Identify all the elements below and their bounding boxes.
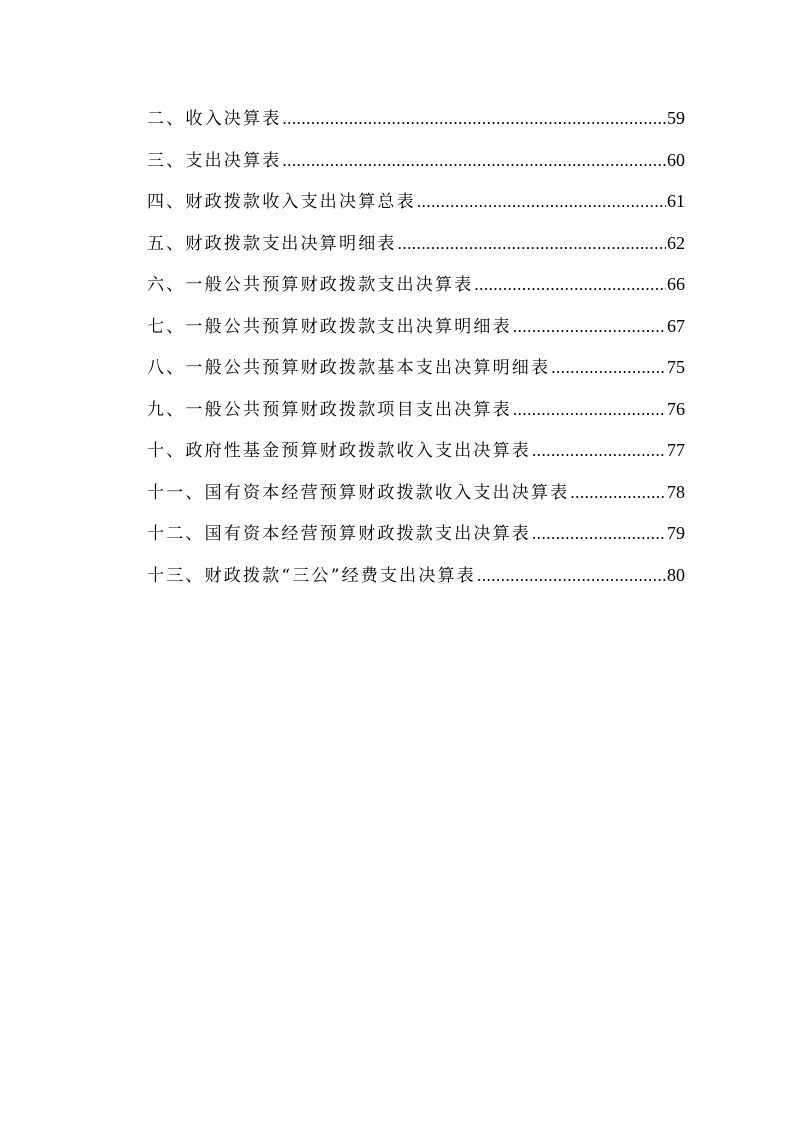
toc-dot-leader bbox=[398, 229, 666, 259]
toc-entry-page: 67 bbox=[667, 315, 685, 336]
toc-entry-title: 四、财政拨款收入支出决算总表 bbox=[147, 192, 416, 212]
table-of-contents bbox=[147, 103, 685, 601]
toc-dot-leader bbox=[532, 519, 666, 549]
toc-entry-title: 三、支出决算表 bbox=[147, 150, 282, 171]
toc-entry-page: 62 bbox=[667, 232, 685, 253]
toc-entry-page: 66 bbox=[667, 274, 685, 294]
toc-entry bbox=[147, 477, 685, 519]
toc-entry bbox=[147, 518, 685, 560]
toc-entry bbox=[147, 186, 685, 228]
toc-entry-page: 76 bbox=[667, 398, 685, 419]
toc-entry-page: 79 bbox=[667, 523, 685, 543]
toc-dot-leader bbox=[513, 312, 666, 342]
toc-entry-title: 二、收入决算表 bbox=[147, 109, 282, 129]
toc-entry-page: 80 bbox=[667, 564, 685, 585]
toc-entry-title: 九、一般公共预算财政拨款项目支出决算表 bbox=[147, 399, 512, 420]
toc-entry-title: 六、一般公共预算财政拨款支出决算表 bbox=[147, 275, 474, 295]
toc-dot-leader bbox=[570, 478, 666, 508]
toc-entry bbox=[147, 435, 685, 477]
toc-entry bbox=[147, 394, 685, 436]
toc-entry bbox=[147, 311, 685, 353]
toc-dot-leader bbox=[474, 270, 666, 300]
toc-dot-leader bbox=[513, 395, 666, 425]
toc-entry-page: 60 bbox=[667, 149, 685, 170]
toc-entry-title: 七、一般公共预算财政拨款支出决算明细表 bbox=[147, 316, 512, 337]
toc-dot-leader bbox=[282, 146, 666, 176]
toc-entry-title: 十三、财政拨款“三公”经费支出决算表 bbox=[147, 565, 476, 586]
toc-entry-page: 59 bbox=[667, 108, 685, 128]
toc-entry-title: 十、政府性基金预算财政拨款收入支出决算表 bbox=[147, 441, 531, 461]
toc-dot-leader bbox=[417, 187, 666, 217]
toc-entry-title: 十二、国有资本经营预算财政拨款支出决算表 bbox=[147, 524, 531, 544]
toc-entry-page: 78 bbox=[667, 481, 685, 502]
toc-dot-leader bbox=[282, 104, 666, 134]
toc-dot-leader bbox=[477, 561, 666, 591]
toc-entry-title: 八、一般公共预算财政拨款基本支出决算明细表 bbox=[147, 358, 551, 378]
toc-entry-title: 五、财政拨款支出决算明细表 bbox=[147, 233, 397, 254]
toc-entry bbox=[147, 103, 685, 145]
toc-dot-leader bbox=[532, 436, 666, 466]
toc-entry bbox=[147, 269, 685, 311]
toc-entry bbox=[147, 145, 685, 187]
toc-entry-page: 77 bbox=[667, 440, 685, 460]
toc-entry bbox=[147, 560, 685, 602]
toc-entry-page: 61 bbox=[667, 191, 685, 211]
toc-entry bbox=[147, 228, 685, 270]
toc-dot-leader bbox=[551, 353, 666, 383]
toc-entry bbox=[147, 352, 685, 394]
toc-entry-page: 75 bbox=[667, 357, 685, 377]
toc-entry-title: 十一、国有资本经营预算财政拨款收入支出决算表 bbox=[147, 482, 570, 503]
